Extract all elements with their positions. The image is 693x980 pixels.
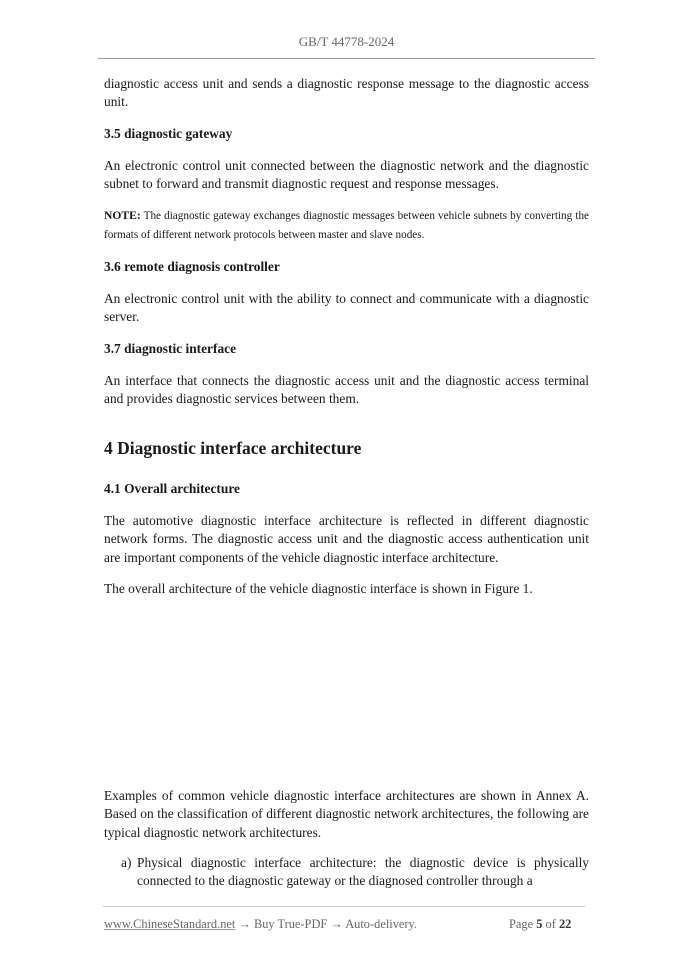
- note-text: The diagnostic gateway exchanges diagnostic messages between vehicle subnets by converting the formats of different network protocols between master and slave nodes.: [104, 210, 589, 241]
- section-3-5-note: [104, 206, 589, 245]
- page-indicator: [509, 917, 571, 932]
- header-divider: [98, 58, 595, 59]
- figure-1-placeholder: [104, 610, 589, 780]
- section-3-6-body: An electronic control unit with the ability to connect and communicate with a diagnostic server.: [104, 291, 589, 325]
- page-label: Page: [509, 917, 534, 931]
- section-4-1-para-3: Examples of common vehicle diagnostic interface architectures are shown in Annex A. Based on the classification of different diagnostic network architectures, the following are typical diagnostic network architectures.: [104, 788, 589, 840]
- footer-promo: [104, 917, 417, 932]
- list-item-a: [121, 854, 589, 891]
- section-3-6-heading: 3.6 remote diagnosis controller: [104, 259, 280, 274]
- footer-delivery-text: Auto-delivery.: [345, 917, 418, 931]
- footer-site-link[interactable]: www.ChineseStandard.net: [104, 917, 236, 931]
- footer-divider: [103, 906, 585, 907]
- section-3-5-body: An electronic control unit connected between the diagnostic network and the diagnostic subnet to forward and transmit diagnostic request and response messages.: [104, 158, 589, 192]
- page-of: of: [545, 917, 556, 931]
- paragraph-continuation: diagnostic access unit and sends a diagnostic response message to the diagnostic access unit.: [104, 76, 589, 110]
- section-4-1-heading: 4.1 Overall architecture: [104, 481, 240, 496]
- section-3-7-body: An interface that connects the diagnostic access unit and the diagnostic access terminal and provides diagnostic services between them.: [104, 373, 589, 407]
- footer-buy-text: Buy True-PDF: [253, 917, 328, 931]
- arrow-right-icon: →: [330, 917, 343, 931]
- note-label: NOTE:: [104, 209, 141, 222]
- page-current: 5: [536, 917, 543, 931]
- arrow-right-icon: →: [238, 917, 251, 931]
- section-4-heading: 4 Diagnostic interface architecture: [104, 438, 362, 458]
- section-4-1-para-1: The automotive diagnostic interface architecture is reflected in different diagnostic network forms. The diagnostic access unit and the diagnostic access authentication unit are important components of the vehicle diagnostic interface architecture.: [104, 513, 589, 565]
- page-total: 22: [558, 917, 572, 931]
- header-doc-id: GB/T 44778-2024: [298, 34, 395, 49]
- list-item-text: Physical diagnostic interface architecture: the diagnostic device is physically connected to the diagnostic gateway or the diagnosed controller through a: [137, 855, 589, 889]
- section-3-7-heading: 3.7 diagnostic interface: [104, 341, 237, 356]
- section-3-5-heading: 3.5 diagnostic gateway: [104, 126, 233, 141]
- list-marker: a): [121, 855, 132, 870]
- section-4-1-para-2: The overall architecture of the vehicle diagnostic interface is shown in Figure 1.: [104, 581, 533, 596]
